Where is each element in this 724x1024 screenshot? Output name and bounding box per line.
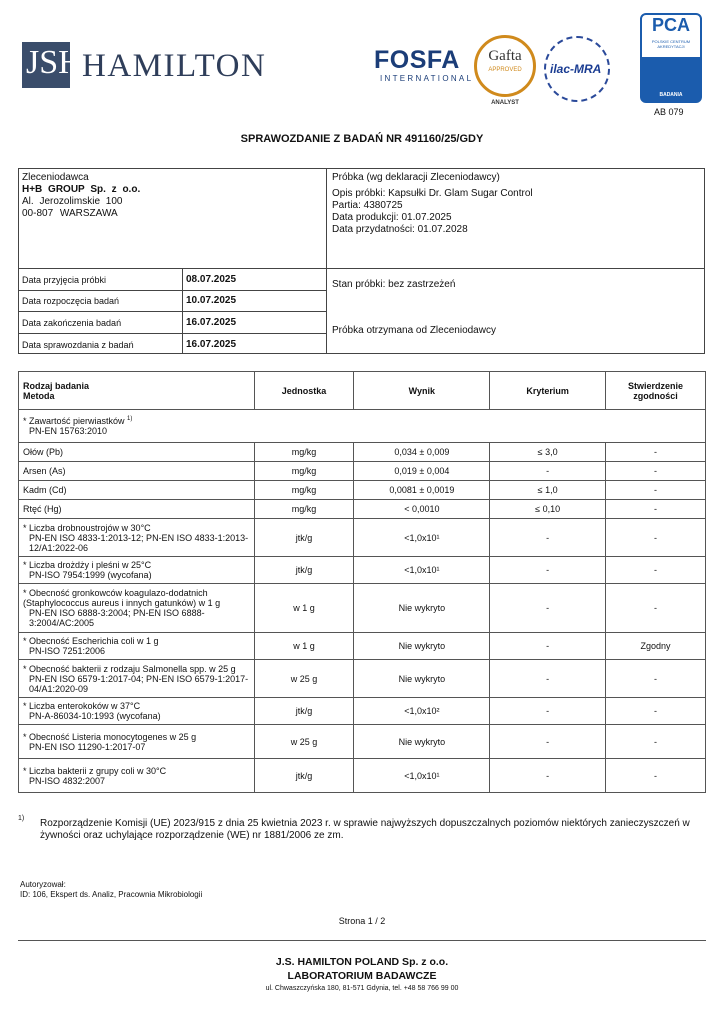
accreditation-number: AB 079 [654, 107, 684, 117]
client-name: H+B GROUP Sp. z o.o. [22, 184, 141, 195]
footer-company: J.S. HAMILTON POLAND Sp. z o.o. [275, 956, 449, 968]
cell-unit: mg/kg [254, 462, 354, 481]
test-name: * Liczba bakterii z grupy coli w 30°C [23, 765, 167, 776]
cell-unit: w 25 g [254, 660, 354, 698]
cell-unit: jtk/g [254, 519, 354, 557]
footnote: Rozporządzenie Komisji (UE) 2023/915 z dnia 25 kwietnia 2023 r. w sprawie najwyższych dopuszczalnych poziomów niektórych zanieczyszczeń w żywności oraz uchylające rozporządzenie (WE) nr 1881/2006 ze zm. [40, 818, 690, 841]
fosfa-logo-sub: INTERNATIONAL [380, 74, 474, 83]
cell-result: 0,034 ± 0,009 [354, 443, 490, 462]
test-name-cell [19, 633, 255, 660]
header-criterion: Kryterium [490, 372, 606, 410]
box-divider [182, 268, 183, 354]
cell-result: Nie wykryto [354, 725, 490, 759]
hamilton-logo-mark: JSH [22, 42, 70, 88]
sample-label: Próbka (wg deklaracji Zleceniodawcy) [332, 172, 500, 183]
date-label: Data przyjęcia próbki [22, 275, 107, 285]
cell-conf: - [606, 584, 706, 633]
test-name: Arsen (As) [23, 466, 66, 476]
test-name-cell [19, 660, 255, 698]
box-divider [18, 333, 327, 334]
date-label: Data rozpoczęcia badań [22, 296, 120, 306]
test-name: * Obecność bakterii z rodzaju Salmonella spp. w 25 g [23, 663, 236, 674]
cell-crit: - [490, 519, 606, 557]
test-name-cell [19, 443, 255, 462]
table-row [19, 759, 706, 793]
test-method: PN-EN ISO 6888-3:2004; PN-EN ISO 6888-3:2004/AC:2005 [29, 608, 205, 628]
table-row [19, 443, 706, 462]
box-divider [18, 311, 327, 312]
cell-conf: - [606, 698, 706, 725]
table-row [19, 500, 706, 519]
sample-received: Próbka otrzymana od Zleceniodawcy [332, 325, 496, 336]
cell-crit: - [490, 557, 606, 584]
cell-unit: mg/kg [254, 481, 354, 500]
cell-conf: - [606, 759, 706, 793]
cell-result: Nie wykryto [354, 633, 490, 660]
cell-result: <1,0x10² [354, 698, 490, 725]
test-name-cell [19, 584, 255, 633]
cell-result: < 0,0010 [354, 500, 490, 519]
test-name: * Liczba enterokoków w 37°C [23, 701, 141, 711]
test-name-cell [19, 481, 255, 500]
box-divider [326, 168, 327, 354]
test-name-cell [19, 519, 255, 557]
sample-production-date: Data produkcji: 01.07.2025 [332, 212, 452, 223]
cell-conf: - [606, 557, 706, 584]
test-name: Ołów (Pb) [23, 447, 64, 457]
test-name-cell [19, 759, 255, 793]
cell-crit: - [490, 698, 606, 725]
date-label: Data sprawozdania z badań [22, 340, 134, 350]
sample-state: Stan próbki: bez zastrzeżeń [332, 279, 456, 290]
table-row [19, 633, 706, 660]
authorization: Autoryzował: ID: 106, Ekspert ds. Analiz, Pracownia Mikrobiologii [20, 880, 203, 899]
cell-conf: - [606, 660, 706, 698]
cell-conf: - [606, 519, 706, 557]
gafta-analyst-label: ANALYST [491, 100, 519, 106]
test-name: * Obecność Escherichia coli w 1 g [23, 636, 159, 646]
test-name-cell [19, 462, 255, 481]
test-method: PN-EN ISO 6579-1:2017-04; PN-EN ISO 6579-1:2017-04/A1:2020-09 [29, 673, 249, 694]
cell-unit: w 25 g [254, 725, 354, 759]
table-row [19, 725, 706, 759]
cell-result: <1,0x10¹ [354, 759, 490, 793]
ilac-mra-logo: ilac-MRA [544, 36, 610, 102]
table-row [19, 557, 706, 584]
test-name-cell [19, 500, 255, 519]
cell-result: 0,019 ± 0,004 [354, 462, 490, 481]
cell-result: <1,0x10¹ [354, 519, 490, 557]
header-unit: Jednostka [254, 372, 354, 410]
cell-conf: - [606, 462, 706, 481]
test-method: PN-EN ISO 4833-1:2013-12; PN-EN ISO 4833-1:2013-12/A1:2022-06 [29, 532, 249, 553]
table-row [19, 462, 706, 481]
test-method: PN-ISO 4832:2007 [29, 775, 106, 786]
test-method: PN-ISO 7251:2006 [29, 646, 106, 656]
test-method: PN-A-86034-10:1993 (wycofana) [29, 711, 161, 721]
table-row [19, 660, 706, 698]
client-label: Zleceniodawca [22, 172, 89, 183]
test-name: * Liczba drożdży i pleśni w 25°C [23, 560, 152, 570]
cell-unit: w 1 g [254, 633, 354, 660]
cell-conf: - [606, 443, 706, 462]
sample-batch: Partia: 4380725 [332, 200, 403, 211]
client-address-city: 00-807 WARSZAWA [22, 208, 118, 219]
cell-crit: - [490, 660, 606, 698]
table-header-row [19, 372, 706, 410]
hamilton-logo-text: HAMILTON [82, 48, 267, 84]
cell-unit: jtk/g [254, 698, 354, 725]
test-name: * Obecność gronkowców koagulazo-dodatnich (Staphylococcus aureus i innych gatunków) w 1 g [23, 588, 221, 608]
footnote-mark: 1) [18, 815, 25, 822]
table-group-row [19, 410, 706, 443]
cell-unit: jtk/g [254, 557, 354, 584]
date-value: 16.07.2025 [186, 317, 237, 328]
table-row [19, 519, 706, 557]
fosfa-logo: FOSFA [374, 46, 460, 74]
sample-description: Opis próbki: Kapsułki Dr. Glam Sugar Control [332, 188, 533, 199]
cell-crit: ≤ 3,0 [490, 443, 606, 462]
cell-unit: w 1 g [254, 584, 354, 633]
date-value: 08.07.2025 [186, 274, 237, 285]
table-row [19, 698, 706, 725]
gafta-logo: Gafta APPROVED [474, 35, 536, 97]
test-name-cell [19, 698, 255, 725]
table-row [19, 481, 706, 500]
sample-expiry-date: Data przydatności: 01.07.2028 [332, 224, 468, 235]
test-name-cell [19, 557, 255, 584]
cell-crit: - [490, 584, 606, 633]
cell-crit: - [490, 725, 606, 759]
cell-crit: - [490, 759, 606, 793]
cell-conf: - [606, 500, 706, 519]
footer-laboratory: LABORATORIUM BADAWCZE [287, 970, 437, 982]
header-test-type: Rodzaj badania Metoda [19, 372, 255, 410]
report-title: SPRAWOZDANIE Z BADAŃ NR 491160/25/GDY [240, 133, 484, 145]
client-address-street: Al. Jerozolimskie 100 [22, 196, 123, 207]
test-method: PN-ISO 7954:1999 (wycofana) [29, 570, 152, 580]
test-name: Kadm (Cd) [23, 485, 67, 495]
cell-unit: mg/kg [254, 500, 354, 519]
test-name: * Liczba drobnoustrojów w 30°C [23, 522, 151, 533]
group-elements: * Zawartość pierwiastków $^{1)}$ PN-EN 15763:2010 [19, 410, 706, 443]
footer-address: ul. Chwaszczyńska 180, 81-571 Gdynia, tel. +48 58 766 99 00 [265, 985, 459, 992]
cell-crit: ≤ 0,10 [490, 500, 606, 519]
header-result: Wynik [354, 372, 490, 410]
results-table [18, 371, 706, 793]
date-label: Data zakończenia badań [22, 318, 122, 328]
cell-result: 0,0081 ± 0,0019 [354, 481, 490, 500]
footer-divider [18, 940, 706, 941]
test-name: Rtęć (Hg) [23, 504, 62, 514]
cell-crit: - [490, 633, 606, 660]
table-row [19, 584, 706, 633]
test-name: * Obecność Listeria monocytogenes w 25 g [23, 731, 197, 742]
cell-crit: ≤ 1,0 [490, 481, 606, 500]
cell-conf: Zgodny [606, 633, 706, 660]
cell-unit: mg/kg [254, 443, 354, 462]
cell-result: Nie wykryto [354, 584, 490, 633]
cell-result: Nie wykryto [354, 660, 490, 698]
cell-crit: - [490, 462, 606, 481]
cell-result: <1,0x10¹ [354, 557, 490, 584]
cell-conf: - [606, 481, 706, 500]
header-conformity: Stwierdzenie zgodności [606, 372, 706, 410]
test-name-cell [19, 725, 255, 759]
date-value: 16.07.2025 [186, 339, 237, 350]
date-value: 10.07.2025 [186, 295, 237, 306]
pca-accreditation-logo: PCA POLSKIE CENTRUM AKREDYTACJI BADANIA [640, 13, 702, 103]
page-number: Strona 1 / 2 [338, 916, 386, 926]
box-divider [18, 268, 705, 269]
test-method: PN-EN ISO 11290-1:2017-07 [29, 741, 146, 752]
cell-unit: jtk/g [254, 759, 354, 793]
box-divider [18, 290, 327, 291]
cell-conf: - [606, 725, 706, 759]
